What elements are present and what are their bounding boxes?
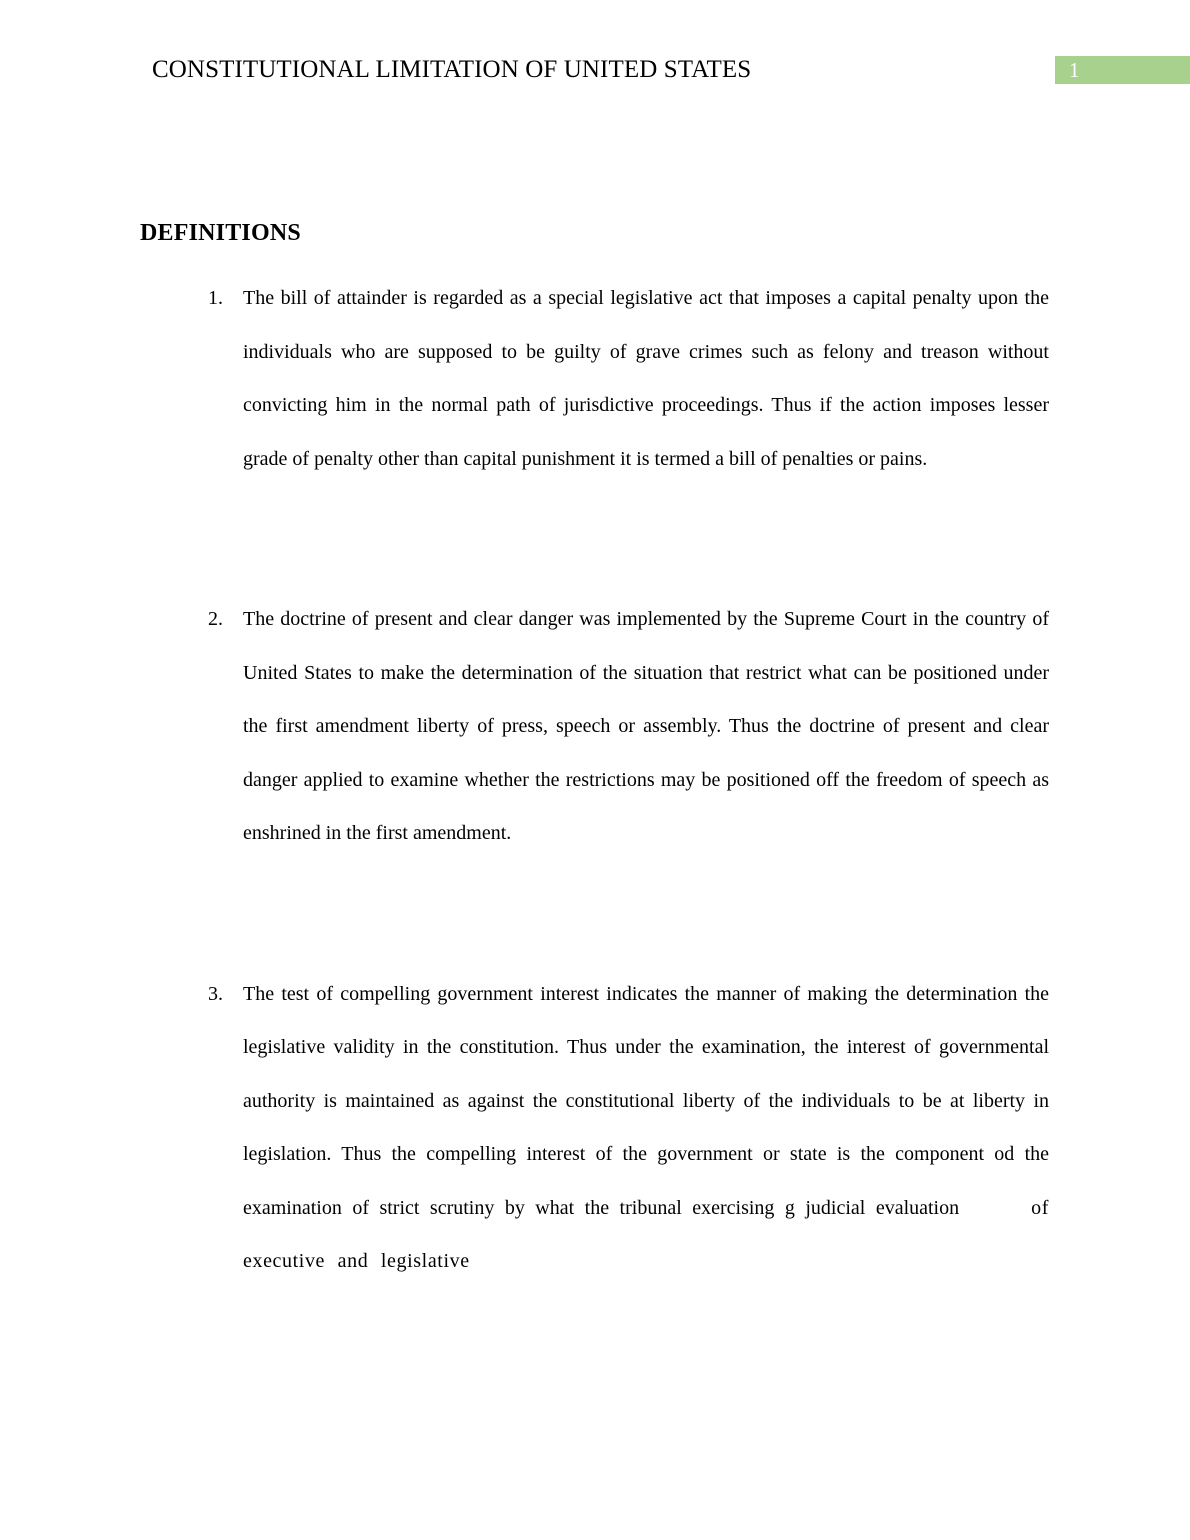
page-number-label: 1 <box>1069 58 1080 82</box>
list-item-text <box>0 968 1190 1289</box>
definitions-list <box>0 272 1190 1289</box>
list-item-text-head: The test of compelling government interest indicates the manner of making the determination the legislative validity in the constitution. Thus under the examination, the interest of governmental authority is maintained as against the constitutional liberty of the individuals to be at liberty in legislation. Thus the compelling interest of the government or state is the component od the examination of strict scrutiny by what the tribunal exercising g judicial evaluation <box>243 982 1049 1219</box>
list-item <box>0 272 1190 486</box>
header-title: CONSTITUTIONAL LIMITATION OF UNITED STATES <box>152 56 752 83</box>
page-header <box>0 0 1190 110</box>
list-item-marker: 1. <box>208 287 223 309</box>
list-item-text-tail: of executive and legislative <box>243 1196 1049 1272</box>
list-item-text: The bill of attainder is regarded as a special legislative act that imposes a capital penalty upon the individuals who are supposed to be guilty of grave crimes such as felony and treason without convicting him in the normal path of jurisdictive proceedings. Thus if the action imposes lesser grade of penalty other than capital punishment it is termed a bill of penalties or pains. <box>243 287 1049 470</box>
list-item-marker: 3. <box>208 982 223 1005</box>
section-heading-definitions: DEFINITIONS <box>140 220 301 246</box>
list-item <box>0 968 1190 1289</box>
page-number-badge <box>1055 56 1190 84</box>
list-item-text: The doctrine of present and clear danger was implemented by the Supreme Court in the country of United States to make the determination of the situation that restrict what can be positioned under the first amendment liberty of press, speech or assembly. Thus the doctrine of present and clear danger applied to examine whether the restrictions may be positioned off the freedom of speech as enshrined in the first amendment. <box>243 608 1049 844</box>
list-item <box>0 593 1190 861</box>
list-item-marker: 2. <box>208 608 223 630</box>
